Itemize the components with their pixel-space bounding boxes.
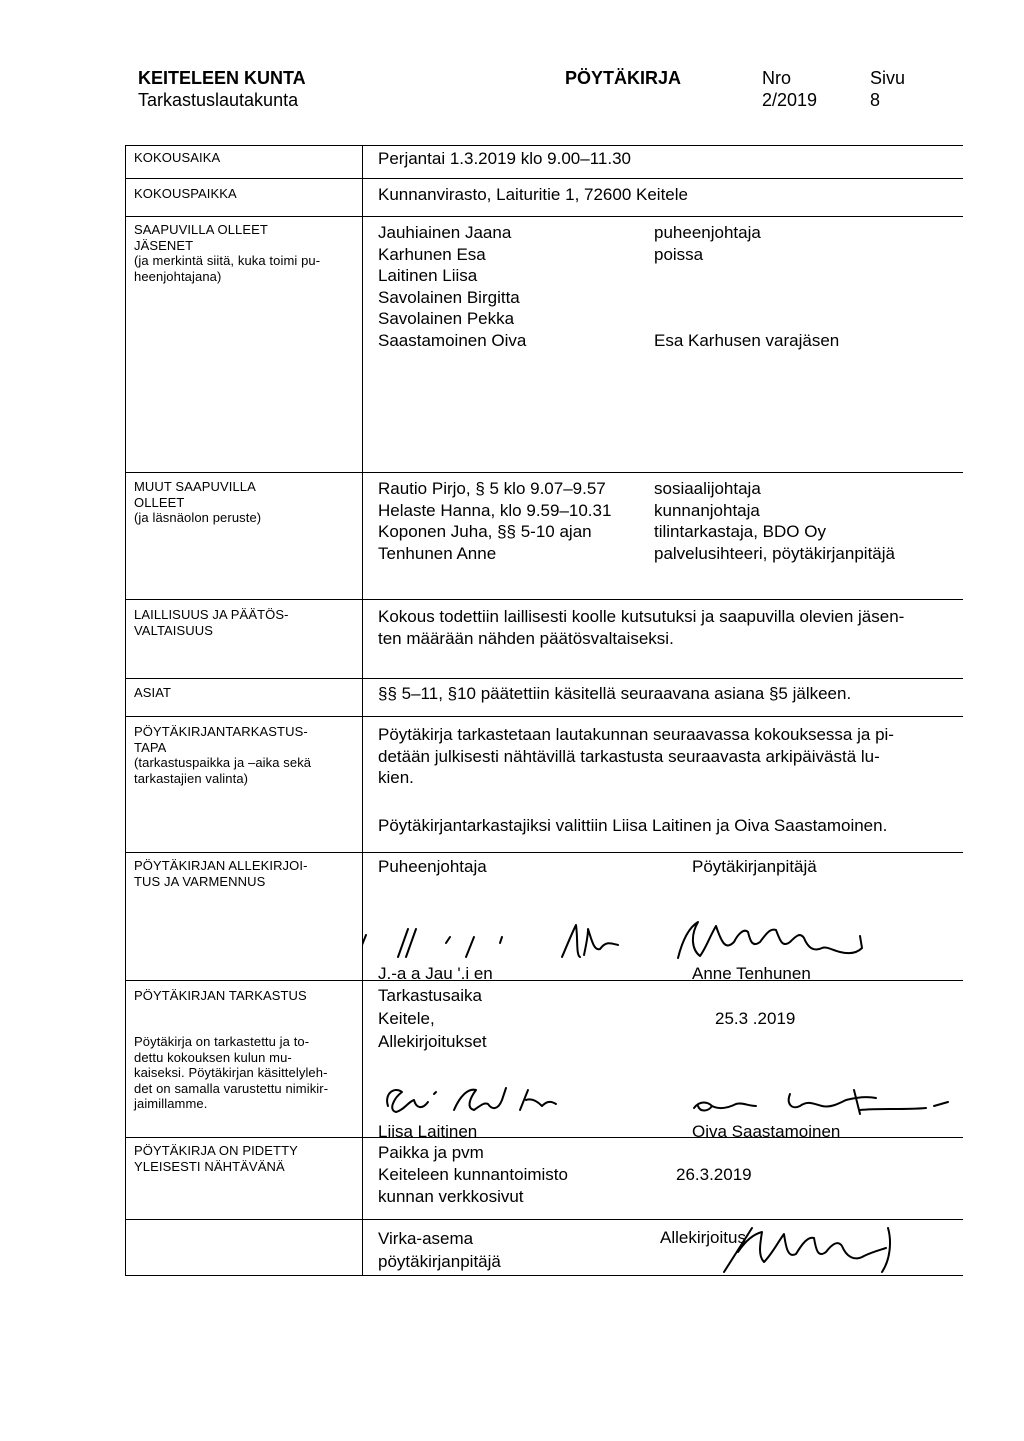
nro-label: Nro <box>762 68 792 88</box>
legality-label-line: LAILLISUUS JA PÄÄTÖS- <box>134 607 289 622</box>
member-name: Laitinen Liisa <box>378 266 478 285</box>
member-role <box>654 308 839 330</box>
legality-label-line: VALTAISUUS <box>134 622 214 638</box>
frame-left-border <box>125 145 126 1275</box>
attendee-name: Koponen Juha, §§ 5-10 ajan <box>378 522 592 541</box>
rule-5 <box>125 678 963 679</box>
reviewer1-name: Liisa Laitinen <box>378 1122 478 1141</box>
attendee-role: palvelusihteeri, pöytäkirjanpitäjä <box>654 543 895 563</box>
review-note-line: kaiseksi. Pöytäkirjan käsittelyleh- <box>134 1065 328 1080</box>
public-label <box>134 1143 298 1174</box>
review-method-label <box>134 724 311 786</box>
member-name: Savolainen Pekka <box>378 309 515 328</box>
attendee-role: tilintarkastaja, BDO Oy <box>654 522 826 541</box>
review-method-label-line: PÖYTÄKIRJANTARKASTUS- <box>134 724 308 739</box>
nro-value: 2/2019 <box>762 90 818 110</box>
members-list <box>378 222 526 351</box>
member-role: Esa Karhusen varajäsen <box>654 330 840 350</box>
rule-2 <box>125 216 963 217</box>
review-label: PÖYTÄKIRJAN TARKASTUS <box>134 988 307 1003</box>
others-label <box>134 479 261 526</box>
review-method-text-line: Pöytäkirja tarkastetaan lautakunnan seuraavassa kokouksessa ja pi- <box>378 725 894 744</box>
board-name: Tarkastuslautakunta <box>138 90 299 110</box>
review-note <box>134 1034 328 1112</box>
review-method-text-line: detään julkisesti nähtävillä tarkastusta seuraavasta arkipäivästä lu- <box>378 746 880 766</box>
review-method-label-line: (tarkastuspaikka ja –aika sekä <box>134 755 312 770</box>
rule-3 <box>125 472 963 473</box>
signature-label: Allekirjoitus <box>660 1228 746 1247</box>
member-name: Jauhiainen Jaana <box>378 223 512 242</box>
attendee-name: Rautio Pirjo, § 5 klo 9.07–9.57 <box>378 479 606 498</box>
others-label-line: MUUT SAAPUVILLA <box>134 479 256 494</box>
secretary-label: Pöytäkirjanpitäjä <box>692 857 817 876</box>
review-note-line: dettu kokouksen kulun mu- <box>134 1049 292 1065</box>
chair-name: J.-a a Jau '.i en <box>378 964 493 983</box>
review-method-text <box>378 724 894 789</box>
rule-10 <box>125 1219 963 1220</box>
member-role <box>654 265 839 287</box>
public-places <box>378 1164 568 1207</box>
meeting-place-value: Kunnanvirasto, Laituritie 1, 72600 Keitele <box>378 185 688 204</box>
meeting-time-label: KOKOUSAIKA <box>134 150 221 165</box>
members-label-line: heenjohtajana) <box>134 268 222 284</box>
signing-label-line: PÖYTÄKIRJAN ALLEKIRJOI- <box>134 858 308 873</box>
municipality-name: KEITELEEN KUNTA <box>138 68 306 88</box>
others-roles <box>654 478 895 564</box>
members-roles <box>654 222 839 351</box>
attendee-role: kunnanjohtaja <box>654 500 760 520</box>
review-note-line: det on samalla varustettu nimikir- <box>134 1080 329 1096</box>
column-divider <box>362 145 363 1275</box>
attendee-role: sosiaalijohtaja <box>654 479 761 498</box>
rule-8 <box>125 980 963 981</box>
others-label-line: (ja läsnäolon peruste) <box>134 510 262 525</box>
legality-text-line: Kokous todettiin laillisesti koolle kutsutuksi ja saapuvilla olevien jäsen- <box>378 607 905 626</box>
matters-label: ASIAT <box>134 685 172 700</box>
chair-label: Puheenjohtaja <box>378 857 487 876</box>
public-place-line: Keiteleen kunnantoimisto <box>378 1165 568 1184</box>
reviewer2-signature <box>690 1086 952 1120</box>
public-label-line: PÖYTÄKIRJA ON PIDETTY <box>134 1143 298 1158</box>
member-role: poissa <box>654 244 704 264</box>
review-method-label-line: TAPA <box>134 739 167 755</box>
others-list <box>378 478 611 564</box>
signing-label-line: TUS JA VARMENNUS <box>134 873 266 889</box>
member-name: Saastamoinen Oiva <box>378 330 527 350</box>
position-label: Virka-asema <box>378 1229 474 1248</box>
public-label-line: YLEISESTI NÄHTÄVÄNÄ <box>134 1158 285 1174</box>
review-method-text-line: kien. <box>378 768 414 787</box>
member-name: Savolainen Birgitta <box>378 287 520 307</box>
members-label-line: SAAPUVILLA OLLEET <box>134 222 268 237</box>
member-role <box>654 287 839 309</box>
attendee-name: Tenhunen Anne <box>378 543 497 563</box>
legality-text <box>378 606 904 649</box>
review-place: Keitele, <box>378 1009 435 1028</box>
meeting-place-label: KOKOUSPAIKKA <box>134 186 237 201</box>
rule-4 <box>125 599 963 600</box>
public-place-line: kunnan verkkosivut <box>378 1186 524 1206</box>
member-role: puheenjohtaja <box>654 223 761 242</box>
legality-text-line: ten määrään nähden päätösvaltaiseksi. <box>378 628 674 648</box>
members-label <box>134 222 320 284</box>
members-label-line: (ja merkintä siitä, kuka toimi pu- <box>134 253 321 268</box>
public-date: 26.3.2019 <box>676 1165 752 1184</box>
public-place-label: Paikka ja pvm <box>378 1143 484 1162</box>
reviewer2-name: Oiva Saastamoinen <box>692 1122 841 1141</box>
members-label-line: JÄSENET <box>134 237 194 253</box>
review-method-label-line: tarkastajien valinta) <box>134 770 249 786</box>
signatures-label: Allekirjoitukset <box>378 1032 487 1051</box>
review-note-line: Pöytäkirja on tarkastettu ja to- <box>134 1034 310 1049</box>
meeting-time-value: Perjantai 1.3.2019 klo 9.00–11.30 <box>378 149 631 168</box>
rule-7 <box>125 852 963 853</box>
rule-top <box>125 145 963 146</box>
page-label: Sivu <box>870 68 906 88</box>
position-value: pöytäkirjanpitäjä <box>378 1252 501 1271</box>
attendee-name: Helaste Hanna, klo 9.59–10.31 <box>378 500 612 520</box>
document-type: PÖYTÄKIRJA <box>565 68 682 88</box>
page-value: 8 <box>870 90 881 110</box>
secretary-name: Anne Tenhunen <box>692 964 811 983</box>
reviewers-selected-text: Pöytäkirjantarkastajiksi valittiin Liisa Laitinen ja Oiva Saastamoinen. <box>378 816 888 835</box>
matters-text: §§ 5–11, §10 päätettiin käsitellä seuraavana asiana §5 jälkeen. <box>378 684 852 703</box>
footer-signature <box>722 1222 894 1276</box>
review-date: 25.3 .2019 <box>715 1009 796 1028</box>
review-note-line: jaimillamme. <box>134 1096 208 1111</box>
signing-label <box>134 858 308 889</box>
rule-1 <box>125 178 963 179</box>
member-name: Karhunen Esa <box>378 244 486 264</box>
review-time-label: Tarkastusaika <box>378 986 482 1005</box>
rule-6 <box>125 716 963 717</box>
legality-label <box>134 607 289 638</box>
others-label-line: OLLEET <box>134 494 185 510</box>
reviewer1-signature <box>380 1080 560 1120</box>
